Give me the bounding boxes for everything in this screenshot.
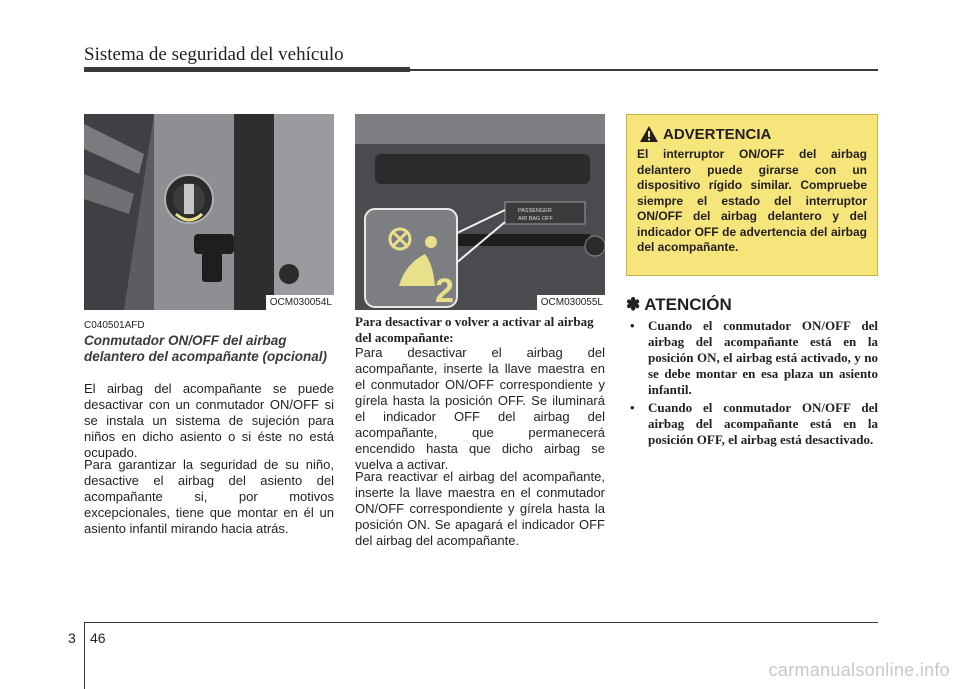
- caution-title: ATENCIÓN: [644, 295, 732, 314]
- caution-item: [626, 400, 878, 448]
- header-rule-thin: [410, 69, 878, 71]
- indicator-label-line2: AIR BAG OFF: [518, 216, 553, 222]
- warning-box: [626, 114, 878, 276]
- bullet-icon: •: [630, 318, 635, 333]
- caution-list: [626, 318, 878, 450]
- warning-body: El interruptor ON/OFF del airbag delantero puede girarse con un dispositivo rígido similar. Compruebe siempre el estado del interruptor ON/OFF del airbag delantero y del indicador OFF de advertencia del airbag del acompañante.: [637, 147, 867, 254]
- photo-caption-left: OCM030054L: [266, 295, 334, 310]
- page-number: 46: [90, 630, 106, 646]
- caution-item: [626, 318, 878, 398]
- photo-airbag-indicator: [355, 114, 605, 310]
- middle-subhead: Para desactivar o volver a activar al airbag del acompañante:: [355, 314, 594, 345]
- indicator-label-line1: PASSENGER: [518, 208, 552, 214]
- left-paragraph-1: El airbag del acompañante se puede desactivar con un conmutador ON/OFF si se instala un sistema de sujeción para niños en dicho asiento o si éste no está ocupado.: [84, 381, 334, 460]
- airbag-indicator-illustration: [355, 114, 605, 310]
- page-header-title: Sistema de seguridad del vehículo: [84, 44, 344, 65]
- airbag-switch-illustration: [84, 114, 334, 310]
- warning-header: [639, 125, 771, 143]
- caution-item-text: Cuando el conmutador ON/OFF del airbag del acompañante está en la posición ON, el airbag está activado, y no se debe montar en esa plaza un asiento infantil.: [648, 318, 878, 397]
- caution-heading: [626, 295, 732, 315]
- left-paragraph-2: Para garantizar la seguridad de su niño, desactive el airbag del asiento del acompañante si, por motivos excepcionales, tiene que montar en él un asiento infantil mirando hacia atrás.: [84, 457, 334, 536]
- footer-rule: [84, 622, 878, 623]
- warning-title: ADVERTENCIA: [663, 125, 772, 143]
- photo-caption-middle: OCM030055L: [537, 295, 605, 310]
- footer-divider: [84, 622, 85, 689]
- caution-item-text: Cuando el conmutador ON/OFF del airbag del acompañante está en la posición OFF, el airbag está desactivado.: [648, 400, 878, 447]
- photo-airbag-switch: [84, 114, 334, 310]
- indicator-digit: 2: [435, 272, 454, 310]
- section-subhead: Conmutador ON/OFF del airbag delantero del acompañante (opcional): [84, 333, 328, 364]
- watermark: carmanualsonline.info: [768, 660, 950, 680]
- section-code: C040501AFD: [84, 320, 145, 331]
- warning-triangle-icon: [639, 125, 659, 143]
- bullet-icon: •: [630, 400, 635, 415]
- chapter-number: 3: [68, 630, 76, 646]
- middle-paragraph-2: Para reactivar el airbag del acompañante, inserte la llave maestra en el conmutador ON/OFF correspondiente y gírela hasta la posición ON. Se apagará el indicador OFF del airbag del acompañante.: [355, 469, 605, 548]
- middle-paragraph-1: Para desactivar el airbag del acompañante, inserte la llave maestra en el conmutador ON/OFF correspondiente y gírela hasta la posición OFF. Se iluminará el indicador OFF del airbag del acompañante, que permanecerá encendido hasta que dicho airbag se vuelva a activar.: [355, 345, 605, 472]
- header-rule-thick: [84, 67, 410, 72]
- caution-symbol-icon: ✽: [626, 295, 641, 314]
